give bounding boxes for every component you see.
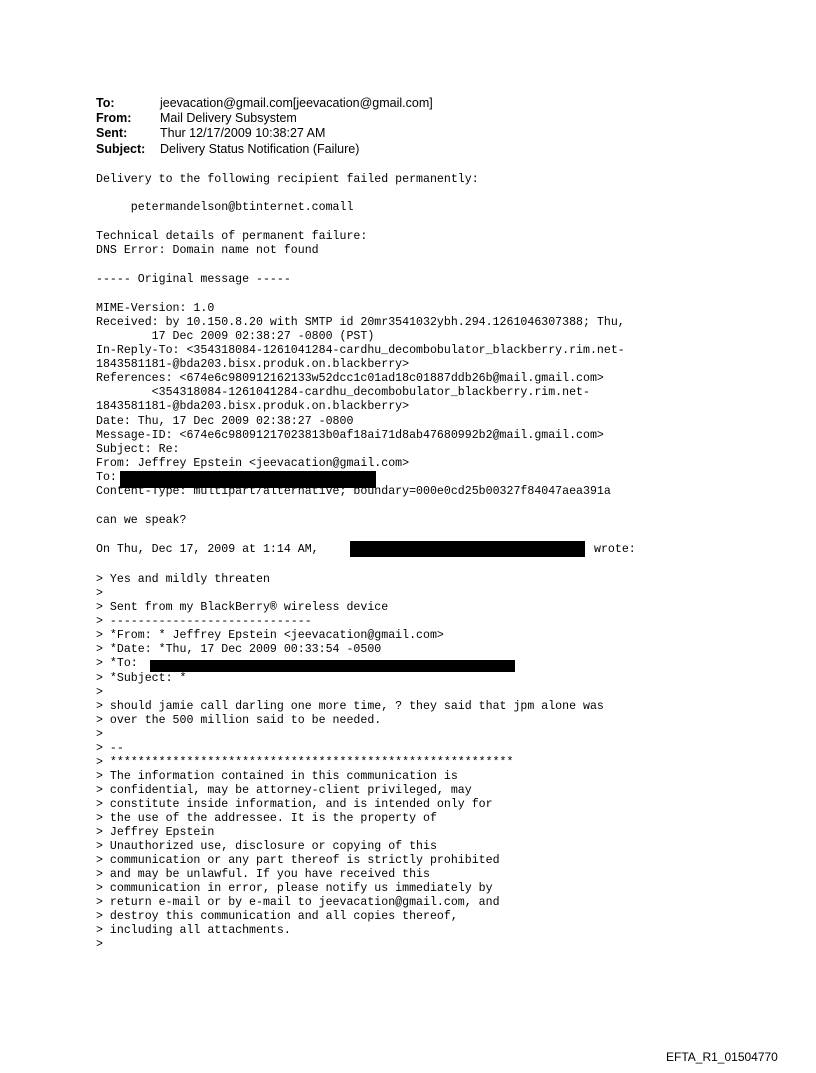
quoted-line: > over the 500 million said to be needed. bbox=[96, 714, 382, 727]
quoted-line: > the use of the addressee. It is the property of bbox=[96, 812, 437, 825]
in-reply-to-line-1: In-Reply-To: <354318084-1261041284-cardhu_decombobulator_blackberry.rim.net- bbox=[96, 344, 625, 357]
wrote-label: wrote: bbox=[594, 543, 636, 556]
quoted-line: > should jamie call darling one more time, ? they said that jpm alone was bbox=[96, 700, 604, 713]
content-type-line: Content-Type: multipart/alternative; boundary=000e0cd25b00327f84047aea391a bbox=[96, 485, 611, 498]
quoted-line: > *Subject: * bbox=[96, 672, 187, 685]
dns-error-line: DNS Error: Domain name not found bbox=[96, 244, 319, 257]
subject-re-line: Subject: Re: bbox=[96, 443, 180, 456]
quoted-line: > The information contained in this communication is bbox=[96, 770, 458, 783]
failed-recipient: petermandelson@btinternet.comall bbox=[96, 201, 354, 214]
can-we-speak-line: can we speak? bbox=[96, 514, 187, 527]
subject-label: Subject: bbox=[96, 142, 146, 156]
quoted-line: > return e-mail or by e-mail to jeevacation@gmail.com, and bbox=[96, 896, 500, 909]
quoted-line: > ----------------------------- bbox=[96, 615, 312, 628]
header-from-row bbox=[96, 111, 297, 126]
quoted-line: > Yes and mildly threaten bbox=[96, 573, 270, 586]
quoted-line: > ********************************************************** bbox=[96, 756, 514, 769]
quoted-line: > -- bbox=[96, 742, 124, 755]
references-line-3: 1843581181-@bda203.bisx.produk.on.blackberry> bbox=[96, 400, 410, 413]
references-line-1: References: <674e6c980912162133w52dcc1c01ad18c01887ddb26b@mail.gmail.com> bbox=[96, 372, 604, 385]
quoted-line: > constitute inside information, and is intended only for bbox=[96, 798, 493, 811]
quoted-line: > bbox=[96, 686, 103, 699]
redaction-bar-quoted-to bbox=[150, 660, 515, 672]
quoted-line: > destroy this communication and all copies thereof, bbox=[96, 910, 458, 923]
mime-version-line: MIME-Version: 1.0 bbox=[96, 302, 215, 315]
quoted-line: > communication in error, please notify us immediately by bbox=[96, 882, 493, 895]
redaction-bar-wrote bbox=[350, 541, 585, 557]
header-subject-row bbox=[96, 142, 359, 157]
quoted-line: > bbox=[96, 938, 103, 951]
quoted-line: > Jeffrey Epstein bbox=[96, 826, 215, 839]
quoted-line: > Sent from my BlackBerry® wireless device bbox=[96, 601, 389, 614]
to-value: jeevacation@gmail.com[jeevacation@gmail.com] bbox=[160, 96, 433, 110]
quoted-line: > *To: bbox=[96, 657, 138, 670]
date-line: Date: Thu, 17 Dec 2009 02:38:27 -0800 bbox=[96, 415, 354, 428]
from-value: Mail Delivery Subsystem bbox=[160, 111, 297, 125]
in-reply-to-line-2: 1843581181-@bda203.bisx.produk.on.blackberry> bbox=[96, 358, 410, 371]
subject-value: Delivery Status Notification (Failure) bbox=[160, 142, 360, 156]
received-line-1: Received: by 10.150.8.20 with SMTP id 20mr3541032ybh.294.1261046307388; Thu, bbox=[96, 316, 625, 329]
from-line: From: Jeffrey Epstein <jeevacation@gmail.com> bbox=[96, 457, 410, 470]
header-sent-row bbox=[96, 126, 325, 141]
quoted-line: > *Date: *Thu, 17 Dec 2009 00:33:54 -0500 bbox=[96, 643, 382, 656]
to-label: To: bbox=[96, 96, 115, 110]
delivery-failed-line: Delivery to the following recipient failed permanently: bbox=[96, 173, 479, 186]
quoted-line: > and may be unlawful. If you have received this bbox=[96, 868, 430, 881]
received-line-2: 17 Dec 2009 02:38:27 -0800 (PST) bbox=[96, 330, 375, 343]
on-thu-prefix: On Thu, Dec 17, 2009 at 1:14 AM, bbox=[96, 543, 319, 556]
quoted-line: > communication or any part thereof is strictly prohibited bbox=[96, 854, 500, 867]
original-message-divider: ----- Original message ----- bbox=[96, 273, 291, 286]
message-id-line: Message-ID: <674e6c98091217023813b0af18ai71d8ab47680992b2@mail.gmail.com> bbox=[96, 429, 604, 442]
quoted-line: > bbox=[96, 728, 103, 741]
sent-value: Thur 12/17/2009 10:38:27 AM bbox=[160, 126, 326, 140]
technical-details-line: Technical details of permanent failure: bbox=[96, 230, 368, 243]
quoted-line: > *From: * Jeffrey Epstein <jeevacation@gmail.com> bbox=[96, 629, 444, 642]
quoted-line: > Unauthorized use, disclosure or copying of this bbox=[96, 840, 437, 853]
bates-number: EFTA_R1_01504770 bbox=[666, 1050, 778, 1064]
header-to-row bbox=[96, 96, 433, 111]
quoted-line: > bbox=[96, 587, 103, 600]
quoted-line: > confidential, may be attorney-client privileged, may bbox=[96, 784, 472, 797]
from-label: From: bbox=[96, 111, 132, 125]
quoted-line: > including all attachments. bbox=[96, 924, 291, 937]
references-line-2: <354318084-1261041284-cardhu_decombobulator_blackberry.rim.net- bbox=[96, 386, 590, 399]
sent-label: Sent: bbox=[96, 126, 128, 140]
to-line: To: bbox=[96, 471, 117, 484]
